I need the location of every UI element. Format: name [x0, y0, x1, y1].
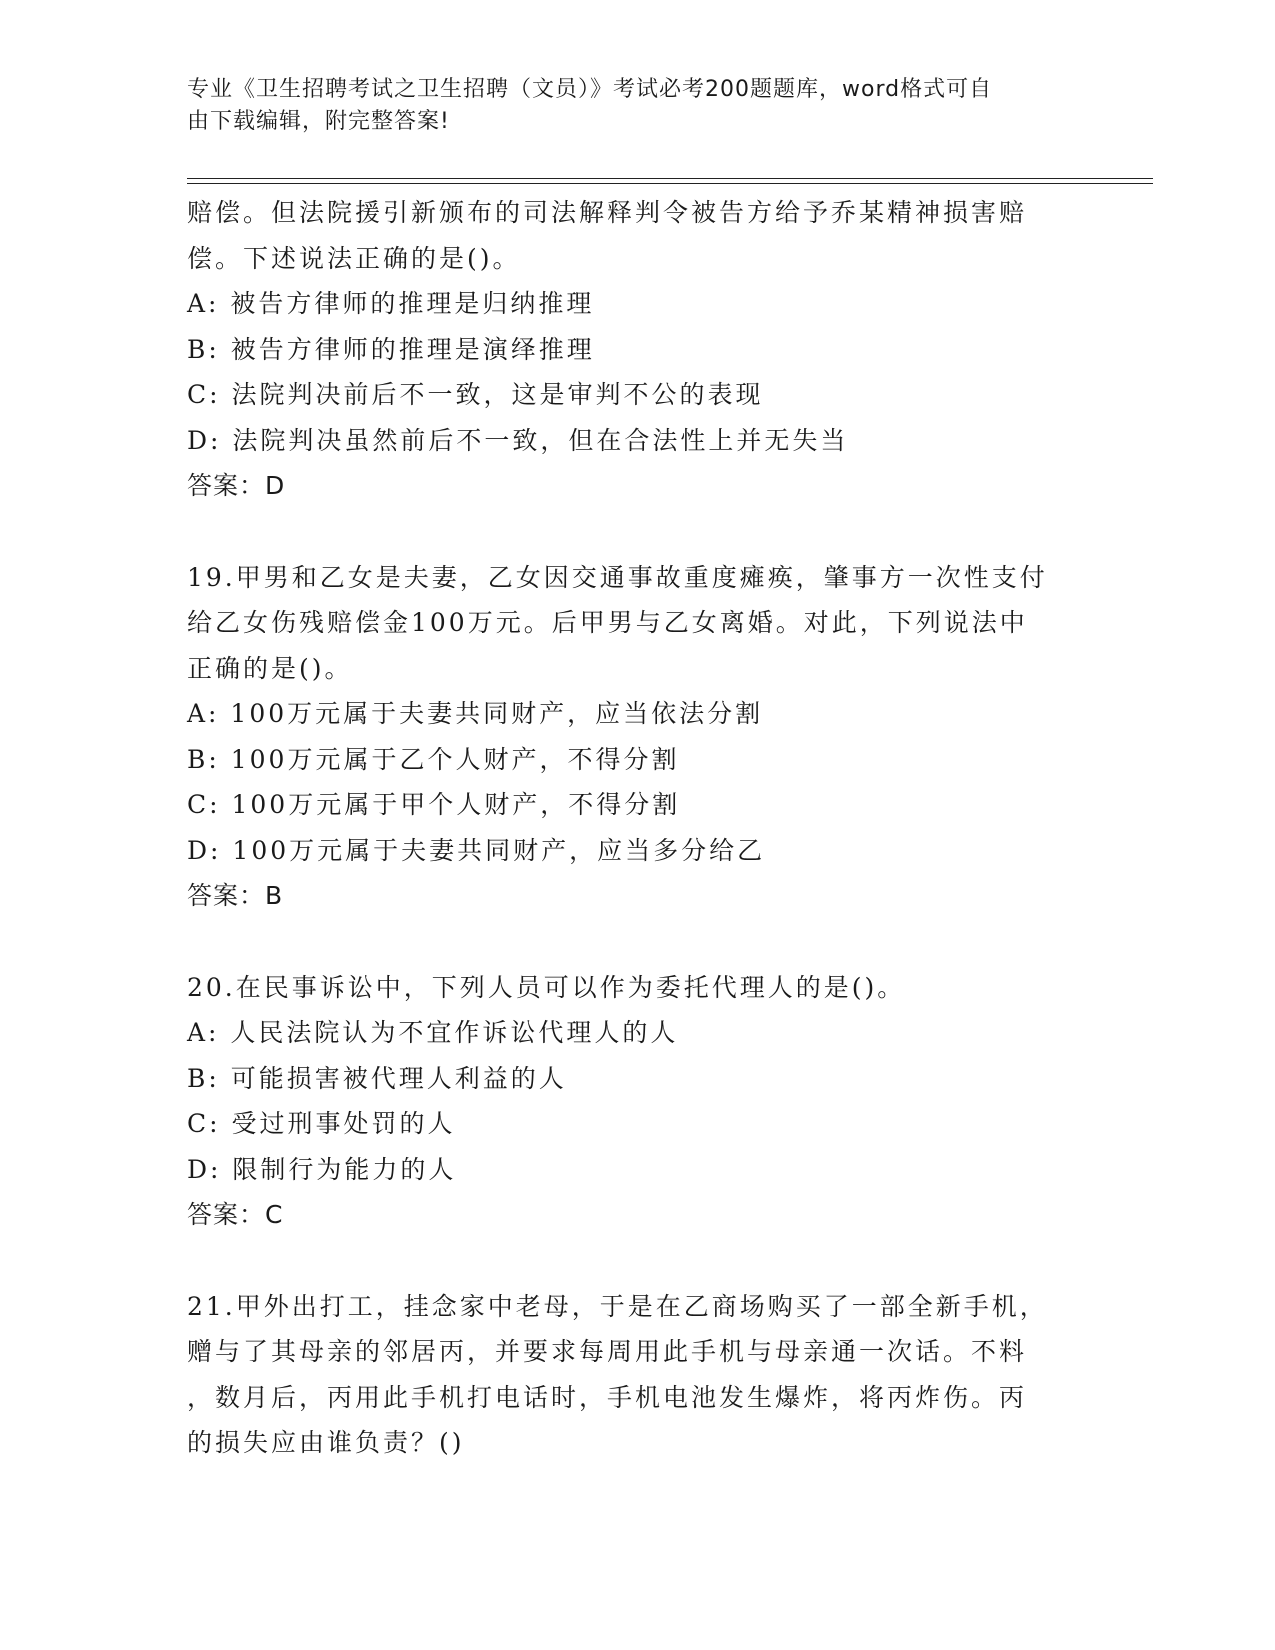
header-line-2: 由下载编辑，附完整答案! [187, 109, 450, 134]
option-d: D: 100万元属于夫妻共同财产，应当多分给乙 [187, 835, 766, 865]
question-text-line: 给乙女伤残赔偿金100万元。后甲男与乙女离婚。对此，下列说法中 [187, 608, 1028, 637]
document-header [187, 74, 1067, 138]
document-body [187, 190, 1077, 1466]
question-text-line: 19.甲男和乙女是夫妻，乙女因交通事故重度瘫痪，肇事方一次性支付 [187, 562, 1048, 592]
header-line-1: 专业《卫生招聘考试之卫生招聘（文员）》考试必考200题题库，word格式可自 [187, 77, 993, 102]
question-text-line: 偿。下述说法正确的是()。 [187, 243, 521, 273]
option-d: D: 限制行为能力的人 [187, 1154, 457, 1184]
question-21 [187, 1284, 1077, 1466]
question-18 [187, 190, 1077, 509]
answer-line: 答案：C [187, 1200, 284, 1229]
question-20 [187, 965, 1077, 1238]
answer-line: 答案：D [187, 471, 286, 500]
header-rule-top [187, 178, 1153, 179]
option-c: C: 法院判决前后不一致，这是审判不公的表现 [187, 380, 764, 409]
question-text-line: 赔偿。但法院援引新颁布的司法解释判令被告方给予乔某精神损害赔 [187, 198, 1028, 227]
spacer [187, 1238, 1077, 1284]
option-a: A: 人民法院认为不宜作诉讼代理人的人 [187, 1018, 679, 1047]
option-c: C: 100万元属于甲个人财产，不得分割 [187, 790, 681, 819]
option-a: A: 100万元属于夫妻共同财产，应当依法分割 [187, 699, 764, 728]
option-c: C: 受过刑事处罚的人 [187, 1109, 456, 1138]
spacer [187, 509, 1077, 555]
option-d: D: 法院判决虽然前后不一致，但在合法性上并无失当 [187, 425, 849, 455]
option-b: B: 被告方律师的推理是演绎推理 [187, 334, 595, 364]
header-rule-bottom [187, 183, 1153, 184]
option-b: B: 可能损害被代理人利益的人 [187, 1063, 567, 1093]
option-a: A: 被告方律师的推理是归纳推理 [187, 289, 595, 318]
option-b: B: 100万元属于乙个人财产，不得分割 [187, 744, 680, 774]
question-text-line: 21.甲外出打工，挂念家中老母，于是在乙商场购买了一部全新手机， [187, 1291, 1048, 1321]
question-text-line: 正确的是()。 [187, 653, 353, 683]
question-text-line: 20.在民事诉讼中，下列人员可以作为委托代理人的是()。 [187, 972, 906, 1002]
question-19 [187, 555, 1077, 919]
answer-line: 答案：B [187, 881, 284, 910]
question-text-line: 的损失应由谁负责？() [187, 1428, 465, 1457]
spacer [187, 919, 1077, 965]
question-text-line: 赠与了其母亲的邻居丙，并要求每周用此手机与母亲通一次话。不料 [187, 1337, 1028, 1366]
question-text-line: ，数月后，丙用此手机打电话时，手机电池发生爆炸，将丙炸伤。丙 [187, 1382, 1028, 1412]
